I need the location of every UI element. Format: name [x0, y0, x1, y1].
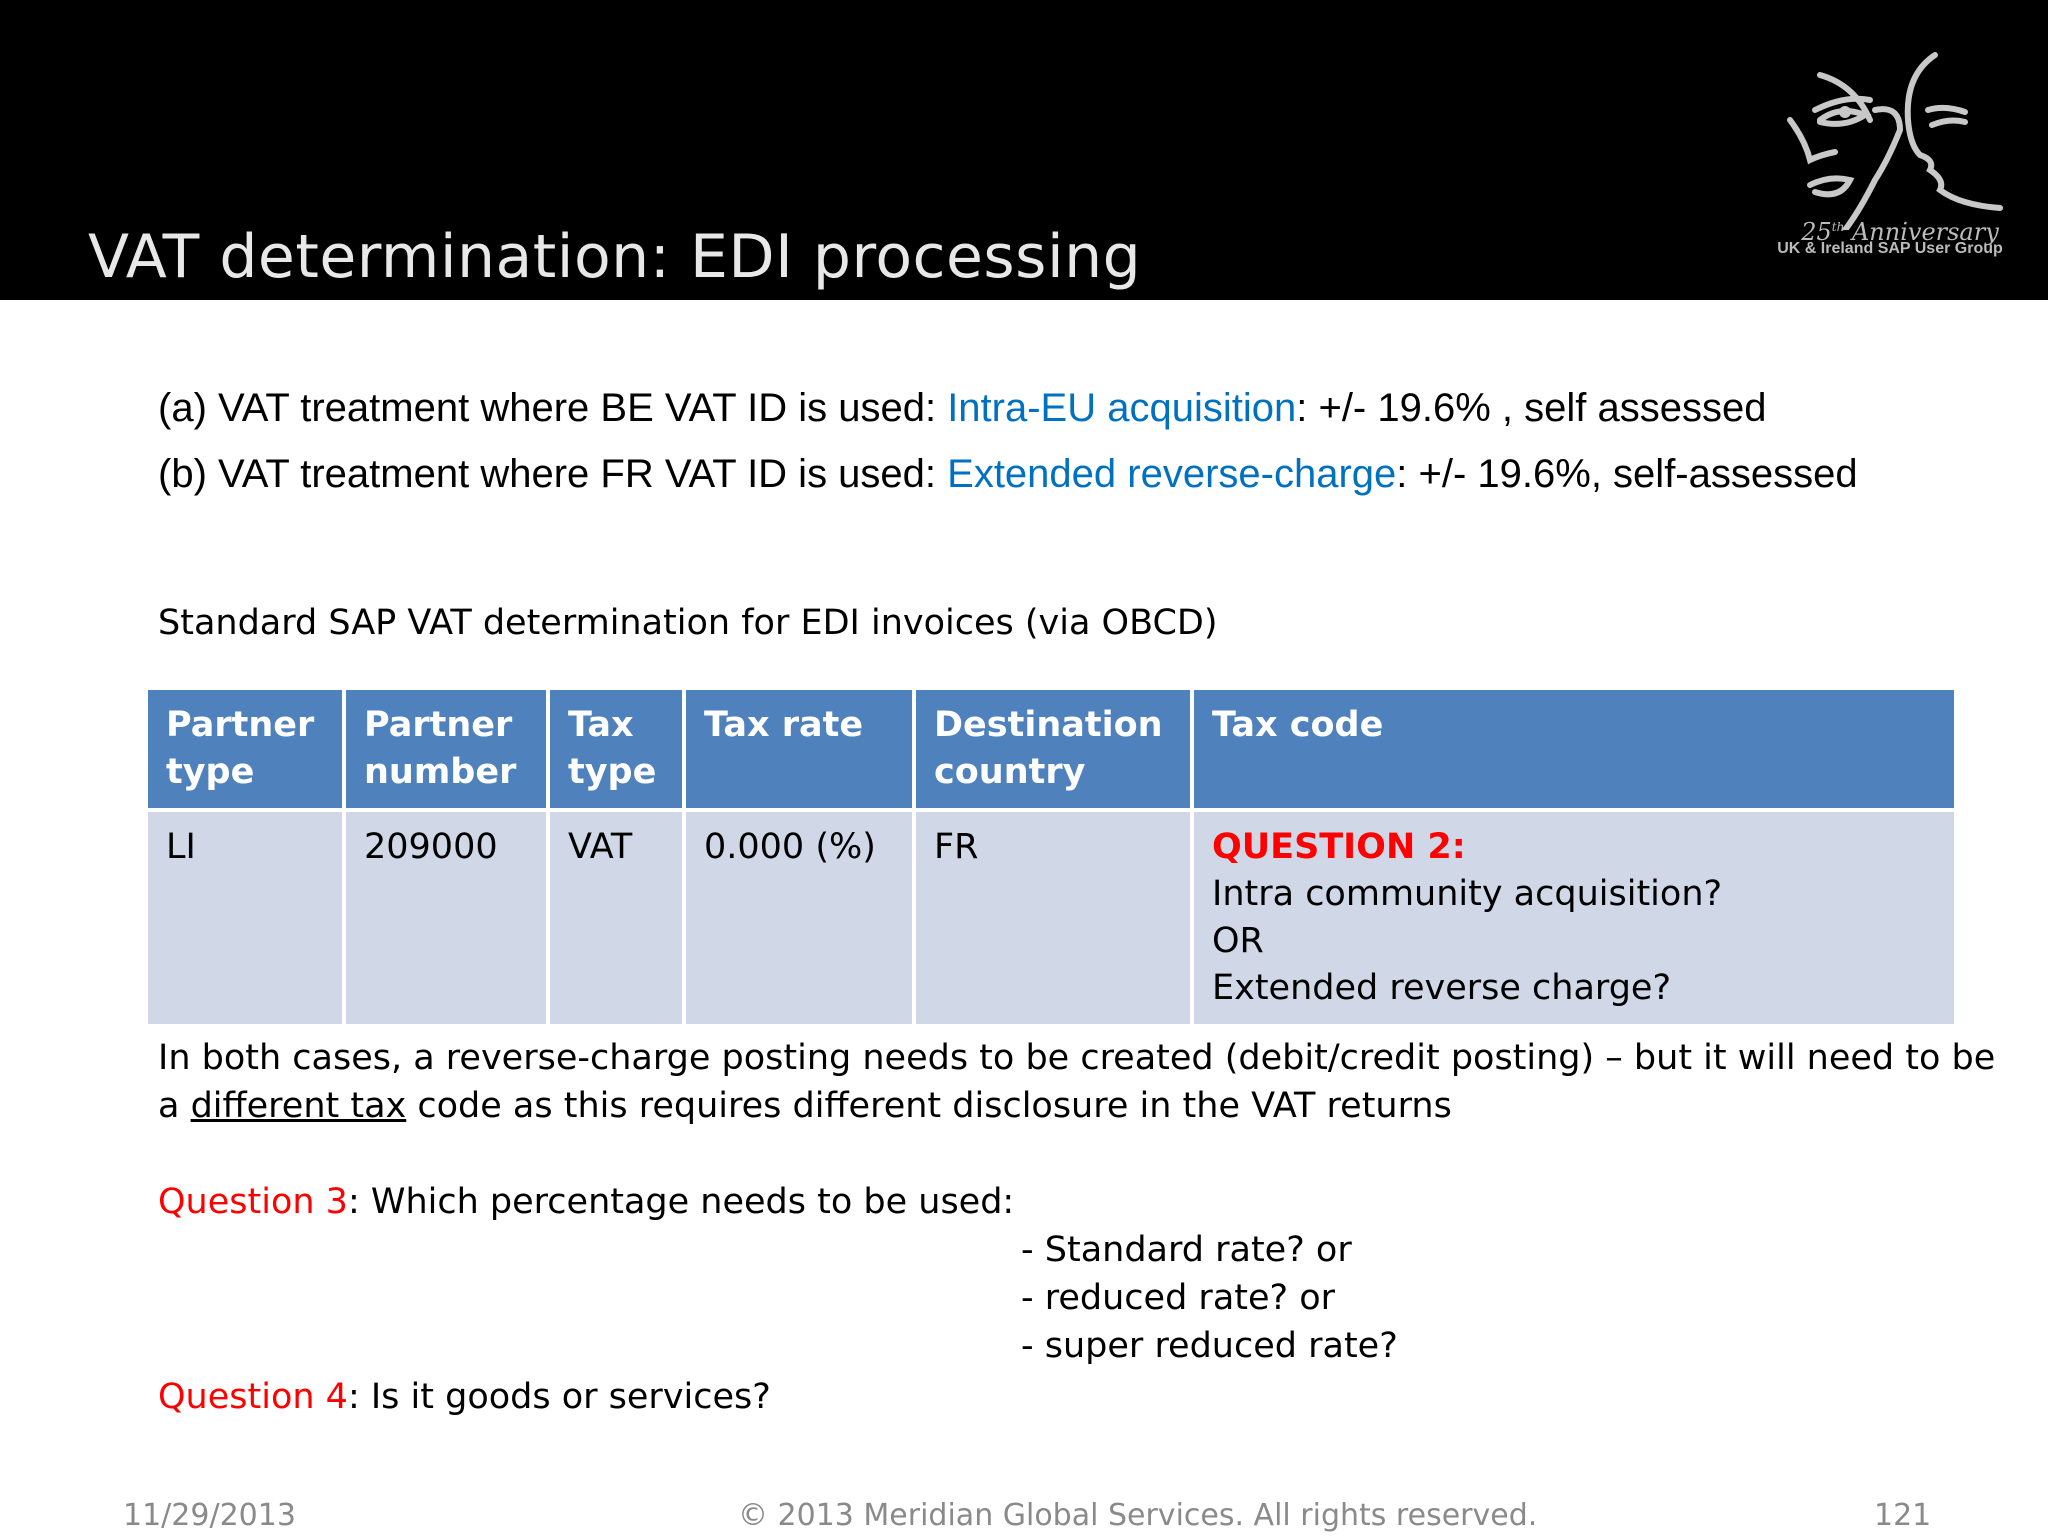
header-partner-number: Partner number — [344, 688, 548, 810]
header-partner-type: Partner type — [146, 688, 344, 810]
treatment-b-suffix: : +/- 19.6%, self-assessed — [1396, 452, 1858, 496]
rate-option: - super reduced rate? — [1021, 1326, 1398, 1366]
different-tax-underlined: different tax — [190, 1086, 407, 1126]
cell-tax-code — [1192, 810, 1956, 1026]
treatment-a — [158, 386, 1766, 431]
question-3-text: : Which percentage needs to be used: — [347, 1182, 1015, 1222]
tax-code-or: OR — [1212, 921, 1264, 961]
rate-option: - Standard rate? or — [1021, 1230, 1352, 1270]
footer-date: 11/29/2013 — [123, 1498, 296, 1533]
slide-title: VAT determination: EDI processing — [88, 222, 1142, 292]
question-4-label: Question 4 — [158, 1377, 348, 1417]
table-caption: Standard SAP VAT determination for EDI invoices (via OBCD) — [158, 603, 1218, 643]
cell-country: FR — [914, 810, 1192, 1026]
header-destination-country: Destination country — [914, 688, 1192, 810]
question-2-label: QUESTION 2: — [1212, 827, 1466, 867]
footer-page-number: 121 — [1874, 1498, 1932, 1533]
treatment-a-prefix: (a) VAT treatment where BE VAT ID is used: — [158, 386, 948, 430]
tax-code-option: Extended reverse charge? — [1212, 968, 1672, 1008]
question-4-text: : Is it goods or services? — [347, 1377, 771, 1417]
cell-partner-number: 209000 — [344, 810, 548, 1026]
question-3 — [158, 1182, 1014, 1222]
vat-determination-table — [144, 686, 1958, 1028]
table-row — [146, 810, 1956, 1026]
treatment-b-prefix: (b) VAT treatment where FR VAT ID is used: — [158, 452, 948, 496]
question-3-label: Question 3 — [158, 1182, 348, 1222]
both-cases-line-2: a different tax code as this requires different disclosure in the VAT returns — [158, 1086, 1452, 1126]
cell-partner-type: LI — [146, 810, 344, 1026]
header-bar — [0, 0, 2048, 300]
logo-anniversary-text: 25th Anniversary — [1801, 218, 1999, 246]
header-tax-type: Tax type — [548, 688, 684, 810]
both-cases-line-1: In both cases, a reverse-charge posting needs to be created (debit/credit posting) – but it will need to be — [158, 1038, 1996, 1078]
treatment-b — [158, 452, 1858, 497]
header-tax-code: Tax code — [1192, 688, 1956, 810]
cell-tax-type: VAT — [548, 810, 684, 1026]
treatment-a-highlight: Intra-EU acquisition — [947, 386, 1297, 430]
header-tax-rate: Tax rate — [684, 688, 914, 810]
tax-code-option: Intra community acquisition? — [1212, 874, 1723, 914]
cell-tax-rate: 0.000 (%) — [684, 810, 914, 1026]
footer-copyright: © 2013 Meridian Global Services. All rights reserved. — [738, 1498, 1538, 1533]
table-header-row — [146, 688, 1956, 810]
logo-group-text: UK & Ireland SAP User Group — [1777, 240, 2003, 257]
question-4 — [158, 1377, 771, 1417]
faces-logo-icon — [1760, 30, 2020, 230]
treatment-a-suffix: : +/- 19.6% , self assessed — [1296, 386, 1767, 430]
user-group-logo — [1760, 30, 2020, 270]
rate-option: - reduced rate? or — [1021, 1278, 1336, 1318]
treatment-b-highlight: Extended reverse-charge — [947, 452, 1397, 496]
